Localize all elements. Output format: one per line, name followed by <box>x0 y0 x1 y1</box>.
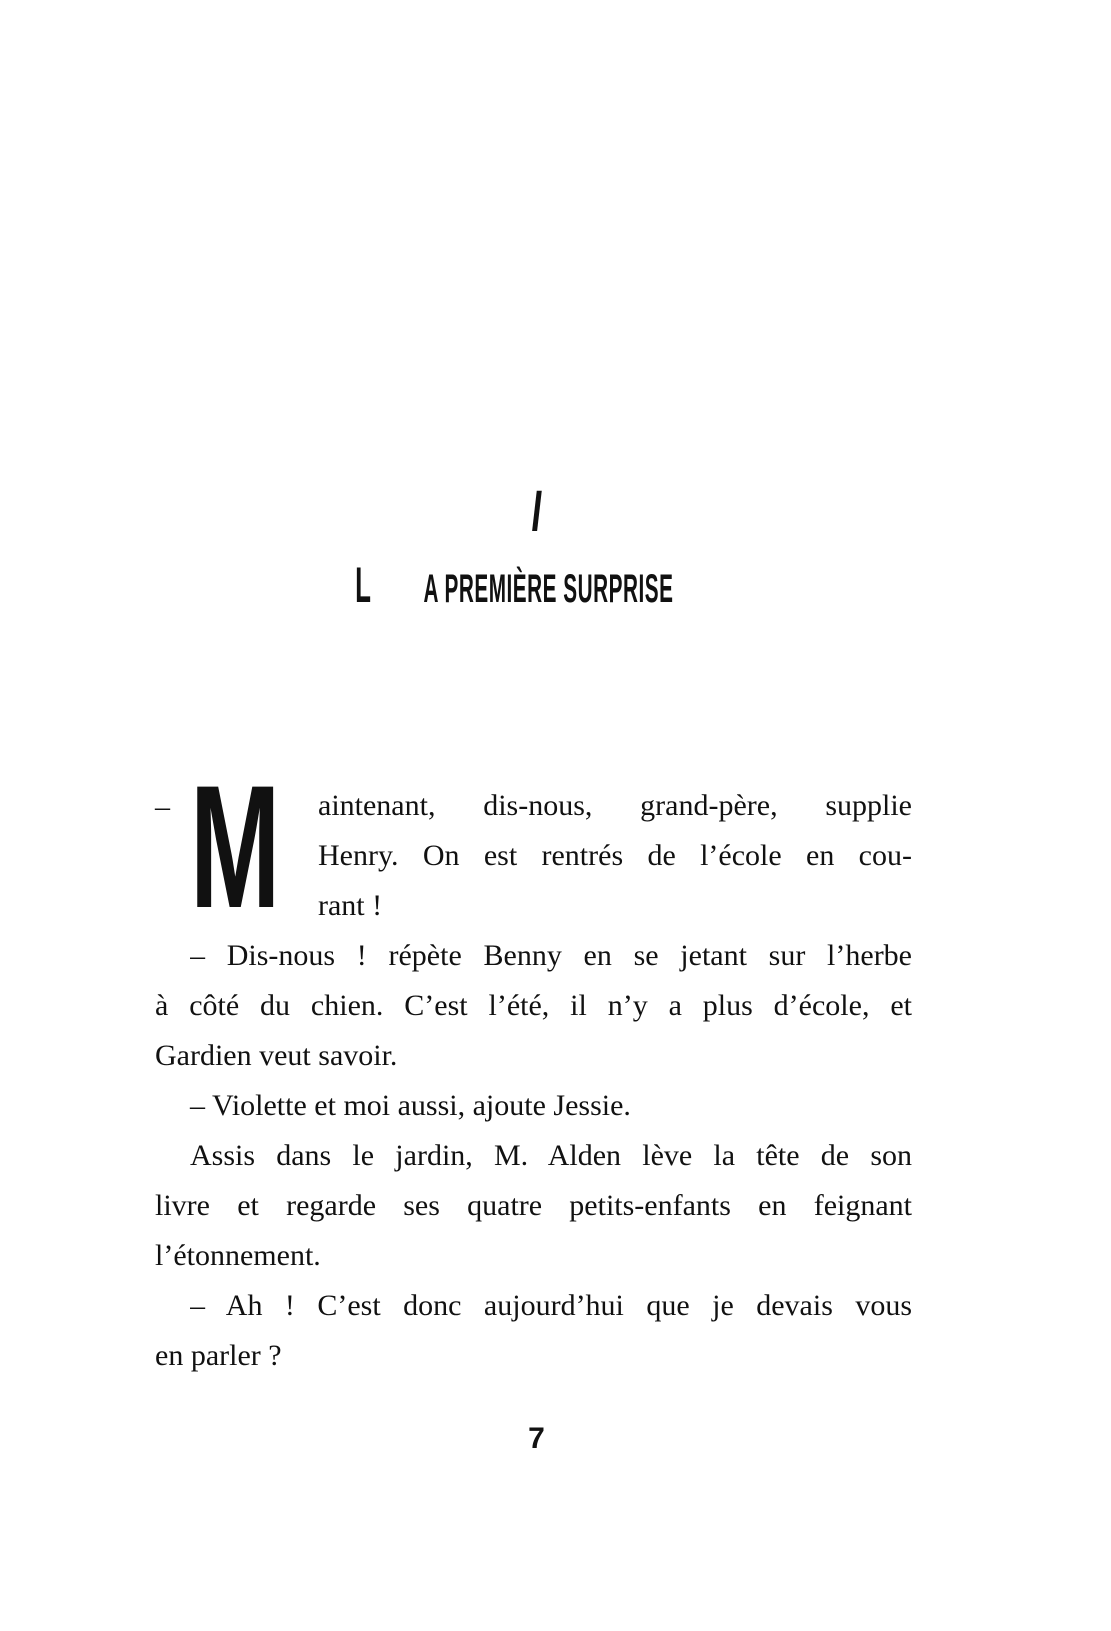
text-line: – Dis-nous ! répète Benny en se jetant sur l’herbe <box>190 939 912 972</box>
text-line: rant ! <box>318 889 383 922</box>
text-line: aintenant, dis-nous, grand-père, supplie <box>318 789 912 822</box>
text-line: Henry. On est rentrés de l’école en cou- <box>318 839 912 872</box>
text-line: – Ah ! C’est donc aujourd’hui que je devais vous <box>190 1289 912 1322</box>
page-number: 7 <box>528 1422 545 1455</box>
text-line: à côté du chien. C’est l’été, il n’y a plus d’école, et <box>155 989 912 1022</box>
text-line: – Violette et moi aussi, ajoute Jessie. <box>190 1089 631 1122</box>
text-line: en parler ? <box>155 1339 282 1372</box>
text-line: Assis dans le jardin, M. Alden lève la tête de son <box>190 1139 912 1172</box>
text-line: l’étonnement. <box>155 1239 321 1272</box>
drop-cap: M <box>190 750 281 945</box>
chapter-number: I <box>531 479 542 544</box>
chapter-title-initial: L <box>354 557 372 613</box>
chapter-title-rest: A PREMIÈRE SURPRISE <box>422 567 673 611</box>
text-line: Gardien veut savoir. <box>155 1039 398 1072</box>
opening-dash: – <box>155 790 170 823</box>
text-line: livre et regarde ses quatre petits-enfants en feignant <box>155 1189 912 1222</box>
chapter-title <box>0 556 1073 614</box>
